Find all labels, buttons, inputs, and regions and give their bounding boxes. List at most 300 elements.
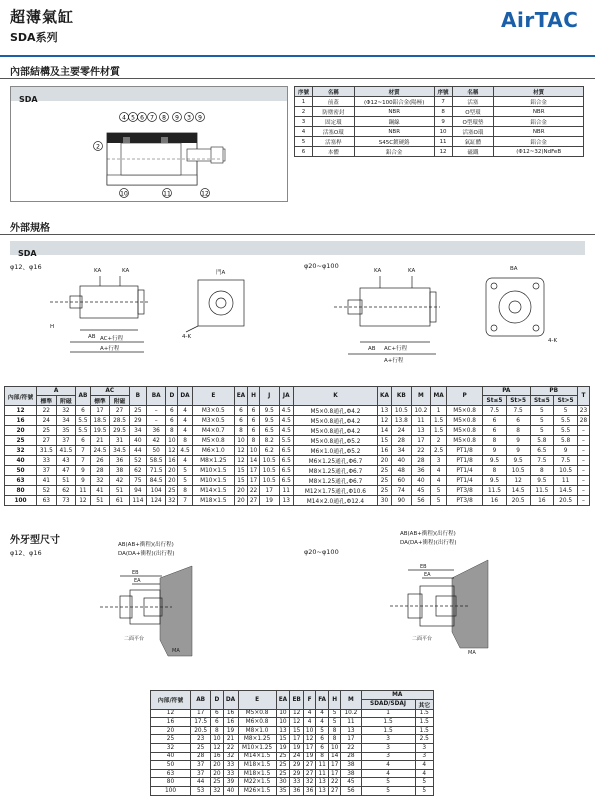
ext-cell: 37 <box>191 769 211 778</box>
ext-cell: 19 <box>223 726 238 735</box>
label-large-bore: φ20~φ100 <box>304 262 339 270</box>
col-subheader: St>5 <box>554 396 578 406</box>
spec-cell: M3×0.5 <box>192 406 234 416</box>
spec-cell: 9.5 <box>259 416 279 426</box>
ext-cell: 22 <box>329 778 341 787</box>
ext-cell: 36 <box>304 786 316 795</box>
svg-text:7: 7 <box>150 114 154 122</box>
svg-text:AB: AB <box>368 346 376 352</box>
spec-cell: 31 <box>110 436 130 446</box>
spec-cell: 17 <box>90 406 110 416</box>
col-header: H <box>248 387 260 406</box>
ext-cell: 56 <box>341 786 361 795</box>
spec-cell: 5.8 <box>530 436 554 446</box>
spec-cell: 12 <box>377 416 391 426</box>
parts-cell: 鋁合金 <box>354 147 434 157</box>
spec-cell: 5.8 <box>554 436 578 446</box>
col-header: AB <box>191 691 211 710</box>
spec-cell: 63 <box>37 496 57 506</box>
ext-row <box>151 778 434 787</box>
col-header: 內部/符號 <box>5 387 37 406</box>
spec-cell: 41.5 <box>56 446 76 456</box>
spec-cell: 50 <box>5 466 37 476</box>
ext-cell: M26×1.5 <box>238 786 276 795</box>
ext-cell: M10×1.25 <box>238 743 276 752</box>
parts-cell: 1 <box>295 97 313 107</box>
col-header: JA <box>279 387 293 406</box>
parts-cell: 5 <box>295 137 313 147</box>
ext-row <box>151 761 434 770</box>
ext-cell: 53 <box>191 786 211 795</box>
col-subheader: St≤5 <box>483 396 507 406</box>
spec-row <box>5 486 590 496</box>
col-subheader: 標準 <box>37 396 57 406</box>
spec-cell: 38 <box>110 466 130 476</box>
ext-cell: M8×1.0 <box>238 726 276 735</box>
ext-cell: 20 <box>211 769 223 778</box>
ext-cell: 6 <box>316 735 329 744</box>
spec-cell: 22 <box>411 446 431 456</box>
internal-diagram-frame <box>10 86 288 202</box>
parts-cell: 7 <box>434 97 452 107</box>
ext-cell: 16 <box>223 709 238 718</box>
spec-cell: M6×1.0 <box>192 446 234 456</box>
col-header: MA <box>431 387 447 406</box>
section-rule <box>0 78 595 79</box>
ext-cell: 8 <box>211 726 223 735</box>
svg-text:二面平台: 二面平台 <box>412 636 433 642</box>
spec-cell: 20.5 <box>554 496 578 506</box>
parts-cell: 鋁合金 <box>494 137 584 147</box>
ext-cell: M5×0.8 <box>238 709 276 718</box>
col-header: H <box>329 691 341 710</box>
ext-cell: 36 <box>290 786 304 795</box>
ext-cell: 39 <box>223 778 238 787</box>
spec-cell: 48 <box>392 466 412 476</box>
spec-cell: 8 <box>248 436 260 446</box>
parts-cell: (Φ12~100鋁合金(陽極) <box>354 97 434 107</box>
spec-cell: 9.5 <box>483 456 507 466</box>
spec-cell: 10.2 <box>411 406 431 416</box>
parts-cell: 9 <box>434 117 452 127</box>
spec-cell: 16 <box>483 496 507 506</box>
spec-cell: – <box>146 416 166 426</box>
parts-cell: 活塞O環 <box>312 127 354 137</box>
parts-cell: 3 <box>295 117 313 127</box>
svg-text:4: 4 <box>122 114 126 122</box>
spec-cell: 10.5 <box>259 456 279 466</box>
spec-cell: 27 <box>110 406 130 416</box>
ext-row <box>151 735 434 744</box>
spec-cell: M5×0.8 <box>447 416 483 426</box>
spec-cell: – <box>577 436 589 446</box>
ext-cell: 3 <box>361 735 415 744</box>
spec-cell: 9 <box>76 466 90 476</box>
spec-cell: 8.2 <box>259 436 279 446</box>
spec-cell: M4×0.7 <box>192 426 234 436</box>
spec-cell: 34.5 <box>110 446 130 456</box>
spec-cell: 37 <box>56 436 76 446</box>
svg-text:5: 5 <box>131 114 135 122</box>
ext-cell: 33 <box>223 769 238 778</box>
parts-cell: O型環墊 <box>452 117 494 127</box>
spec-cell: 20 <box>166 476 178 486</box>
spec-cell: 5.5 <box>76 416 90 426</box>
ext-cell: 10 <box>304 726 316 735</box>
parts-cell: NBR <box>494 107 584 117</box>
ext-cell: 100 <box>151 786 191 795</box>
external-tab-band <box>10 241 585 258</box>
ext-cell: 4 <box>304 718 316 727</box>
ext-cell: 2.5 <box>415 735 433 744</box>
ext-cell: 40 <box>223 786 238 795</box>
spec-cell: 29.5 <box>110 426 130 436</box>
spec-cell: 7.5 <box>506 406 530 416</box>
spec-cell: – <box>577 456 589 466</box>
ext-cell: 23 <box>191 735 211 744</box>
ext-cell: 13 <box>316 778 329 787</box>
ext-cell: 12 <box>304 735 316 744</box>
col-header: EA <box>234 387 247 406</box>
ext-cell: 44 <box>191 778 211 787</box>
spec-cell: 15 <box>234 476 247 486</box>
spec-cell: 12 <box>506 476 530 486</box>
spec-row <box>5 436 590 446</box>
spec-cell: 17 <box>248 466 260 476</box>
ext-cell: 13 <box>316 786 329 795</box>
ext-cell: 4 <box>304 709 316 718</box>
svg-text:3: 3 <box>187 114 191 122</box>
spec-cell: 6 <box>248 416 260 426</box>
ext-cell: 13 <box>341 726 361 735</box>
spec-cell: 10 <box>234 436 247 446</box>
ext-cell: 25 <box>276 761 290 770</box>
spec-cell: 9.5 <box>506 456 530 466</box>
svg-text:4-K: 4-K <box>548 338 558 344</box>
spec-cell: 9 <box>554 446 578 456</box>
col-header: E <box>192 387 234 406</box>
ext-cell: 11 <box>316 761 329 770</box>
spec-cell: 11 <box>279 486 293 496</box>
spec-cell: 34 <box>392 446 412 456</box>
parts-cell: 6 <box>295 147 313 157</box>
spec-cell: 5 <box>178 466 193 476</box>
ext-cell: 32 <box>211 786 223 795</box>
spec-cell: 22 <box>248 486 260 496</box>
spec-cell: 25 <box>377 476 391 486</box>
external-drawing-large <box>304 258 586 376</box>
spec-cell: 90 <box>392 496 412 506</box>
spec-cell: 9 <box>76 476 90 486</box>
spec-cell: 104 <box>146 486 166 496</box>
svg-text:EB: EB <box>132 570 139 576</box>
ext-cell: 12 <box>290 709 304 718</box>
spec-cell: 50 <box>146 446 166 456</box>
spec-cell: M18×1.5 <box>192 496 234 506</box>
col-header: M <box>411 387 431 406</box>
ext-cell: 25 <box>211 778 223 787</box>
parts-cell: 活塞 <box>452 97 494 107</box>
ext-cell: 17.5 <box>191 718 211 727</box>
spec-cell: 6 <box>506 416 530 426</box>
spec-cell: 32 <box>90 476 110 486</box>
spec-cell: 41 <box>37 476 57 486</box>
spec-cell: 84.5 <box>146 476 166 486</box>
col-header: A <box>37 387 76 396</box>
ext-cell: 8 <box>329 735 341 744</box>
spec-cell: 1.5 <box>431 416 447 426</box>
spec-cell: – <box>577 466 589 476</box>
spec-cell: PT3/8 <box>447 496 483 506</box>
col-header: 名稱 <box>312 87 354 97</box>
col-header: PA <box>483 387 530 396</box>
spec-cell: 25 <box>129 406 146 416</box>
spec-cell: 2 <box>431 436 447 446</box>
ext-cell: 38 <box>341 769 361 778</box>
col-header: F <box>304 691 316 710</box>
spec-cell: 7 <box>76 456 90 466</box>
col-header: BA <box>146 387 166 406</box>
spec-cell: 21 <box>90 436 110 446</box>
spec-cell: 51 <box>56 476 76 486</box>
parts-cell: S45C鍍硬鉻 <box>354 137 434 147</box>
spec-cell: 14.5 <box>554 486 578 496</box>
svg-text:AB: AB <box>88 334 96 340</box>
svg-text:門A: 門A <box>216 270 226 276</box>
spec-cell: 10.5 <box>259 466 279 476</box>
spec-cell: M3×0.5 <box>192 416 234 426</box>
svg-text:A+行程: A+行程 <box>100 346 120 352</box>
ext-cell: 19 <box>304 752 316 761</box>
spec-cell: 7.5 <box>554 456 578 466</box>
spec-cell: 47 <box>56 466 76 476</box>
svg-text:EA: EA <box>134 578 141 584</box>
ext-cell: 14 <box>329 752 341 761</box>
col-subheader: 附磁 <box>56 396 76 406</box>
spec-cell: 25 <box>37 426 57 436</box>
parts-cell: 防塵密封 <box>312 107 354 117</box>
col-header: KA <box>377 387 391 406</box>
label-thread-large: φ20~φ100 <box>304 548 339 556</box>
spec-cell: 15 <box>377 436 391 446</box>
ext-cell: 1.5 <box>415 726 433 735</box>
col-header: 名稱 <box>452 87 494 97</box>
ext-cell: 63 <box>151 769 191 778</box>
spec-row <box>5 456 590 466</box>
ext-cell: 19 <box>276 743 290 752</box>
label-thread-small: φ12、φ16 <box>10 549 42 557</box>
spec-cell: 29 <box>129 416 146 426</box>
ext-cell: 5 <box>361 778 415 787</box>
spec-cell: 10 <box>166 436 178 446</box>
spec-cell: 4.5 <box>178 446 193 456</box>
spec-cell: 6 <box>166 406 178 416</box>
spec-cell: 25 <box>166 486 178 496</box>
ext-cell: 40 <box>151 752 191 761</box>
ext-cell: 27 <box>304 769 316 778</box>
spec-cell: 8 <box>178 486 193 496</box>
spec-cell: 11 <box>554 476 578 486</box>
ext-cell: 17 <box>329 761 341 770</box>
spec-cell: M5×0.8 <box>447 426 483 436</box>
ext-cell: 32 <box>223 752 238 761</box>
ext-row <box>151 709 434 718</box>
col-header: E <box>238 691 276 710</box>
spec-cell: M8×1.25通孔,Φ6.7 <box>293 466 377 476</box>
spec-cell: 100 <box>5 496 37 506</box>
spec-cell: PT1/4 <box>447 466 483 476</box>
spec-cell: 30 <box>377 496 391 506</box>
parts-cell: 氣缸體 <box>452 137 494 147</box>
col-header: 材質 <box>494 87 584 97</box>
ext-cell: 3 <box>361 743 415 752</box>
col-subheader: St>5 <box>506 396 530 406</box>
col-header: EA <box>276 691 290 710</box>
ext-cell: 25 <box>191 743 211 752</box>
spec-cell: 27 <box>248 496 260 506</box>
spec-cell: 13 <box>377 406 391 416</box>
ext-cell: M18×1.5 <box>238 761 276 770</box>
svg-text:9: 9 <box>175 114 179 122</box>
col-header: T <box>577 387 589 406</box>
dim-da-large: DA(DA+衝程)(出行程) <box>400 540 457 546</box>
parts-cell: 12 <box>434 147 452 157</box>
svg-text:KA: KA <box>94 268 102 274</box>
spec-cell: 9 <box>506 436 530 446</box>
spec-cell: 42 <box>146 436 166 446</box>
spec-cell: 43 <box>56 456 76 466</box>
outer-thread-drawing-large <box>360 548 510 658</box>
spec-cell: 8 <box>483 436 507 446</box>
spec-cell: 1 <box>431 406 447 416</box>
ext-cell: 24 <box>290 752 304 761</box>
ext-cell: 12 <box>290 718 304 727</box>
ext-cell: 1.5 <box>415 718 433 727</box>
svg-text:9: 9 <box>198 114 202 122</box>
ext-cell: 15 <box>290 726 304 735</box>
dim-ab-large: AB(AB+衝程)(出行程) <box>400 531 456 537</box>
spec-cell: – <box>577 476 589 486</box>
spec-cell: 17 <box>248 476 260 486</box>
svg-text:AC+行程: AC+行程 <box>384 346 408 352</box>
ext-cell: 10.2 <box>341 709 361 718</box>
ext-row <box>151 769 434 778</box>
col-subheader: 附磁 <box>110 396 130 406</box>
spec-cell: 20 <box>5 426 37 436</box>
spec-cell: 8 <box>178 436 193 446</box>
internal-tab-label: SDA <box>19 95 38 104</box>
spec-cell: 17 <box>411 436 431 446</box>
col-subheader: SDAD/SDAJ <box>361 699 415 709</box>
spec-cell: 51 <box>110 486 130 496</box>
svg-text:EA: EA <box>424 572 431 578</box>
spec-cell: 11 <box>76 486 90 496</box>
spec-cell: M5×0.8通孔,Φ5.2 <box>293 436 377 446</box>
ext-cell: 20 <box>151 726 191 735</box>
parts-cell: 10 <box>434 127 452 137</box>
spec-cell: 80 <box>5 486 37 496</box>
ext-cell: 11 <box>316 769 329 778</box>
parts-cell: 4 <box>295 127 313 137</box>
ext-cell: 32 <box>151 743 191 752</box>
spec-cell: 25 <box>5 436 37 446</box>
ext-cell: M8×1.25 <box>238 735 276 744</box>
ext-cell: M22×1.5 <box>238 778 276 787</box>
svg-text:KA: KA <box>122 268 130 274</box>
spec-cell: 9.5 <box>259 406 279 416</box>
spec-cell: PT3/8 <box>447 486 483 496</box>
spec-cell: 20.5 <box>506 496 530 506</box>
spec-cell: 5.5 <box>76 426 90 436</box>
ext-cell: 10 <box>276 718 290 727</box>
col-header: D <box>211 691 223 710</box>
parts-cell: (Φ12~32)NdFeB <box>494 147 584 157</box>
ext-cell: M18×1.5 <box>238 769 276 778</box>
parts-material-table <box>294 86 584 157</box>
spec-cell: M5×0.8 <box>447 436 483 446</box>
spec-cell: 11 <box>411 416 431 426</box>
ext-cell: 28 <box>191 752 211 761</box>
svg-text:MA: MA <box>468 650 476 656</box>
spec-cell: 51 <box>90 496 110 506</box>
col-header: AC <box>90 387 129 396</box>
spec-row <box>5 446 590 456</box>
spec-cell: 94 <box>129 486 146 496</box>
spec-cell: 27 <box>37 436 57 446</box>
spec-cell: 8 <box>506 426 530 436</box>
spec-cell: 6 <box>76 406 90 416</box>
ext-row <box>151 743 434 752</box>
ext-cell: 1 <box>361 709 415 718</box>
spec-cell: 19 <box>259 496 279 506</box>
spec-cell: 40 <box>411 476 431 486</box>
ext-cell: 3 <box>361 752 415 761</box>
ext-cell: 50 <box>151 761 191 770</box>
spec-cell: 40 <box>392 456 412 466</box>
page-title: 超薄氣缸 <box>10 8 75 26</box>
spec-cell: 10.5 <box>554 466 578 476</box>
spec-cell: 41 <box>90 486 110 496</box>
parts-cell: 鋼線 <box>354 117 434 127</box>
svg-text:AC+行程: AC+行程 <box>100 336 124 342</box>
parts-row <box>295 97 584 107</box>
col-header: P <box>447 387 483 406</box>
ext-cell: 11 <box>341 718 361 727</box>
spec-cell: 4 <box>178 406 193 416</box>
ext-cell: 17 <box>191 709 211 718</box>
col-header: EB <box>290 691 304 710</box>
spec-cell: 6 <box>234 416 247 426</box>
spec-cell: 42 <box>110 476 130 486</box>
ext-cell: 16 <box>211 752 223 761</box>
ext-cell: 3 <box>415 752 433 761</box>
svg-text:KA: KA <box>374 268 382 274</box>
parts-row <box>295 147 584 157</box>
ext-cell: 1.5 <box>361 718 415 727</box>
svg-text:12: 12 <box>201 190 209 198</box>
spec-cell: 114 <box>129 496 146 506</box>
spec-cell: 32 <box>166 496 178 506</box>
col-header: K <box>293 387 377 406</box>
spec-cell: 71.5 <box>146 466 166 476</box>
spec-cell: 40 <box>5 456 37 466</box>
spec-cell: 6.5 <box>259 426 279 436</box>
spec-cell: 36 <box>146 426 166 436</box>
spec-cell: 8 <box>166 426 178 436</box>
spec-cell: 19.5 <box>90 426 110 436</box>
spec-cell: 5.5 <box>279 436 293 446</box>
spec-cell: 5.5 <box>554 426 578 436</box>
